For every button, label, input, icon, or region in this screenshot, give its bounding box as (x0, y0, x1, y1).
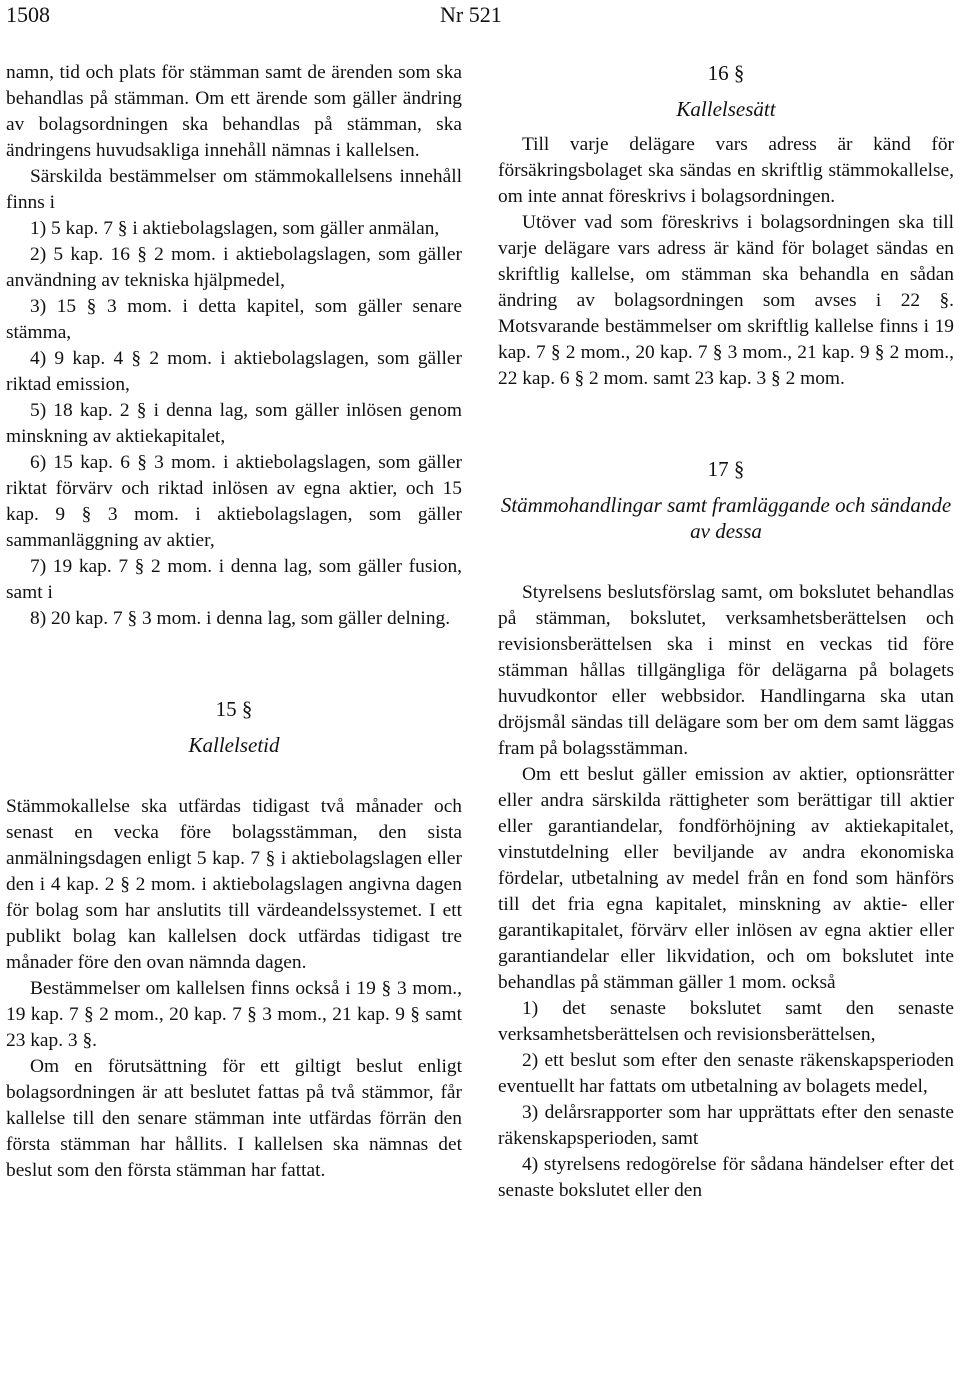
body-paragraph: Om en förutsättning för ett giltigt beslut enligt bolagsordningen är att beslutet fattas på två stämmor, får kallelse till den senare stämman inte utfärdas förrän den första stämman har hållits. I kallelsen ska nämnas det beslut som den första stämman har fattat. (6, 1056, 462, 1181)
list-item: 1) det senaste bokslutet samt den senaste verksamhetsberättelsen och revisionsberättelsen, (498, 998, 954, 1045)
body-paragraph: Utöver vad som föreskrivs i bolagsordningen ska till varje delägare vars adress är känd för bolaget sändas en skriftlig kallelse, om stämman ska behandla en sådan ändring av bolagsordningen som avses i 22 §. Motsvarande bestämmelser om skriftlig kallelse finns i 19 kap. 7 § 2 mom., 20 kap. 7 § 3 mom., 21 kap. 9 § 2 mom., 22 kap. 6 § 2 mom. samt 23 kap. 3 § 2 mom. (498, 212, 954, 389)
list-item: 4) 9 kap. 4 § 2 mom. i aktiebolagslagen, som gäller riktad emission, (6, 348, 462, 395)
section-number: 17 § (707, 457, 745, 481)
body-paragraph: Bestämmelser om kallelsen finns också i 19 § 3 mom., 19 kap. 7 § 2 mom., 20 kap. 7 § 3 mom., 21 kap. 9 § samt 23 kap. 3 §. (6, 978, 462, 1051)
section-16-heading (498, 60, 954, 122)
section-17-heading (498, 456, 954, 544)
intro-paragraph: namn, tid och plats för stämman samt de ärenden som ska behandlas på stämman. Om ett ärende som gäller ändring av bolagsordningen ska behandlas på stämman, ska ändringens huvudsakliga innehåll nämnas i kallelsen. (6, 62, 462, 161)
page-header (0, 0, 960, 40)
section-15-heading (6, 696, 462, 758)
list-item: 7) 19 kap. 7 § 2 mom. i denna lag, som gäller fusion, samt i (6, 556, 462, 603)
issue-number: Nr 521 (440, 2, 502, 27)
right-column (498, 60, 954, 1204)
section-title: Kallelsetid (188, 733, 280, 757)
list-item: 8) 20 kap. 7 § 3 mom. i denna lag, som gäller delning. (30, 608, 451, 629)
body-paragraph: Styrelsens beslutsförslag samt, om bokslutet behandlas på stämman, bokslutet, verksamhetsberättelsen och revisionsberättelsen ska i minst en veckas tid före stämman hållas tillgängliga för delägarna på bolagets huvudkontor eller webbsidor. Handlingarna ska utan dröjsmål sändas till delägare som ber om dem samt läggas fram på bolagsstämman. (498, 582, 954, 759)
list-item: 2) 5 kap. 16 § 2 mom. i aktiebolagslagen, som gäller användning av tekniska hjälpmedel, (6, 244, 462, 291)
section-title: Kallelsesätt (676, 97, 776, 121)
body-paragraph: Till varje delägare vars adress är känd för försäkringsbolaget ska sändas en skriftlig stämmokallelse, om inte annat föreskrivs i bolagsordningen. (498, 134, 954, 207)
body-paragraph: Stämmokallelse ska utfärdas tidigast två månader och senast en vecka före bolagsstämman, den sista anmälningsdagen enligt 5 kap. 7 § i aktiebolagslagen eller den i 4 kap. 2 § 2 mom. i aktiebolagslagen angivna dagen för bolag som har anslutits till värdeandelssystemet. I ett publikt bolag kan kallelsen dock utfärdas tidigast tre månader före den ovan nämnda dagen. (6, 796, 462, 973)
list-item: 5) 18 kap. 2 § i denna lag, som gäller inlösen genom minskning av aktiekapitalet, (6, 400, 462, 447)
list-item: 4) styrelsens redogörelse för sådana händelser efter det senaste bokslutet eller den (498, 1154, 954, 1201)
left-column (6, 60, 462, 1184)
section-number: 16 § (707, 61, 745, 85)
body-paragraph: Om ett beslut gäller emission av aktier, optionsrätter eller andra särskilda rättigheter som berättigar till aktier eller garantiandelar, fondförhöjning av aktiekapitalet, vinstutdelning eller beviljande av andra ekonomiska fördelar, utbetalning av medel från en fond som hänförs till det fria egna kapitalet, minskning av aktie- eller garantikapitalet, förvärv eller inlösen av egna aktier eller garantiandelar eller likvidation, och om bokslutet inte behandlas på stämman gäller 1 mom. också (498, 764, 954, 993)
list-item: 3) 15 § 3 mom. i detta kapitel, som gäller senare stämma, (6, 296, 462, 343)
list-item: 6) 15 kap. 6 § 3 mom. i aktiebolagslagen, som gäller riktat förvärv och riktad inlösen av egna aktier, och 15 kap. 9 § 3 mom. i aktiebolagslagen, som gäller sammanläggning av aktier, (6, 452, 462, 551)
intro-paragraph: Särskilda bestämmelser om stämmokallelsens innehåll finns i (6, 166, 462, 213)
section-title: Stämmohandlingar samt framläggande och sändande av dessa (500, 493, 952, 543)
list-item: 2) ett beslut som efter den senaste räkenskapsperioden eventuellt har fattats om utbetalning av bolagets medel, (498, 1050, 954, 1097)
list-item: 1) 5 kap. 7 § i aktiebolagslagen, som gäller anmälan, (30, 218, 440, 239)
list-item: 3) delårsrapporter som har upprättats efter den senaste räkenskapsperioden, samt (498, 1102, 954, 1149)
section-number: 15 § (215, 697, 253, 721)
page-number: 1508 (6, 2, 50, 27)
